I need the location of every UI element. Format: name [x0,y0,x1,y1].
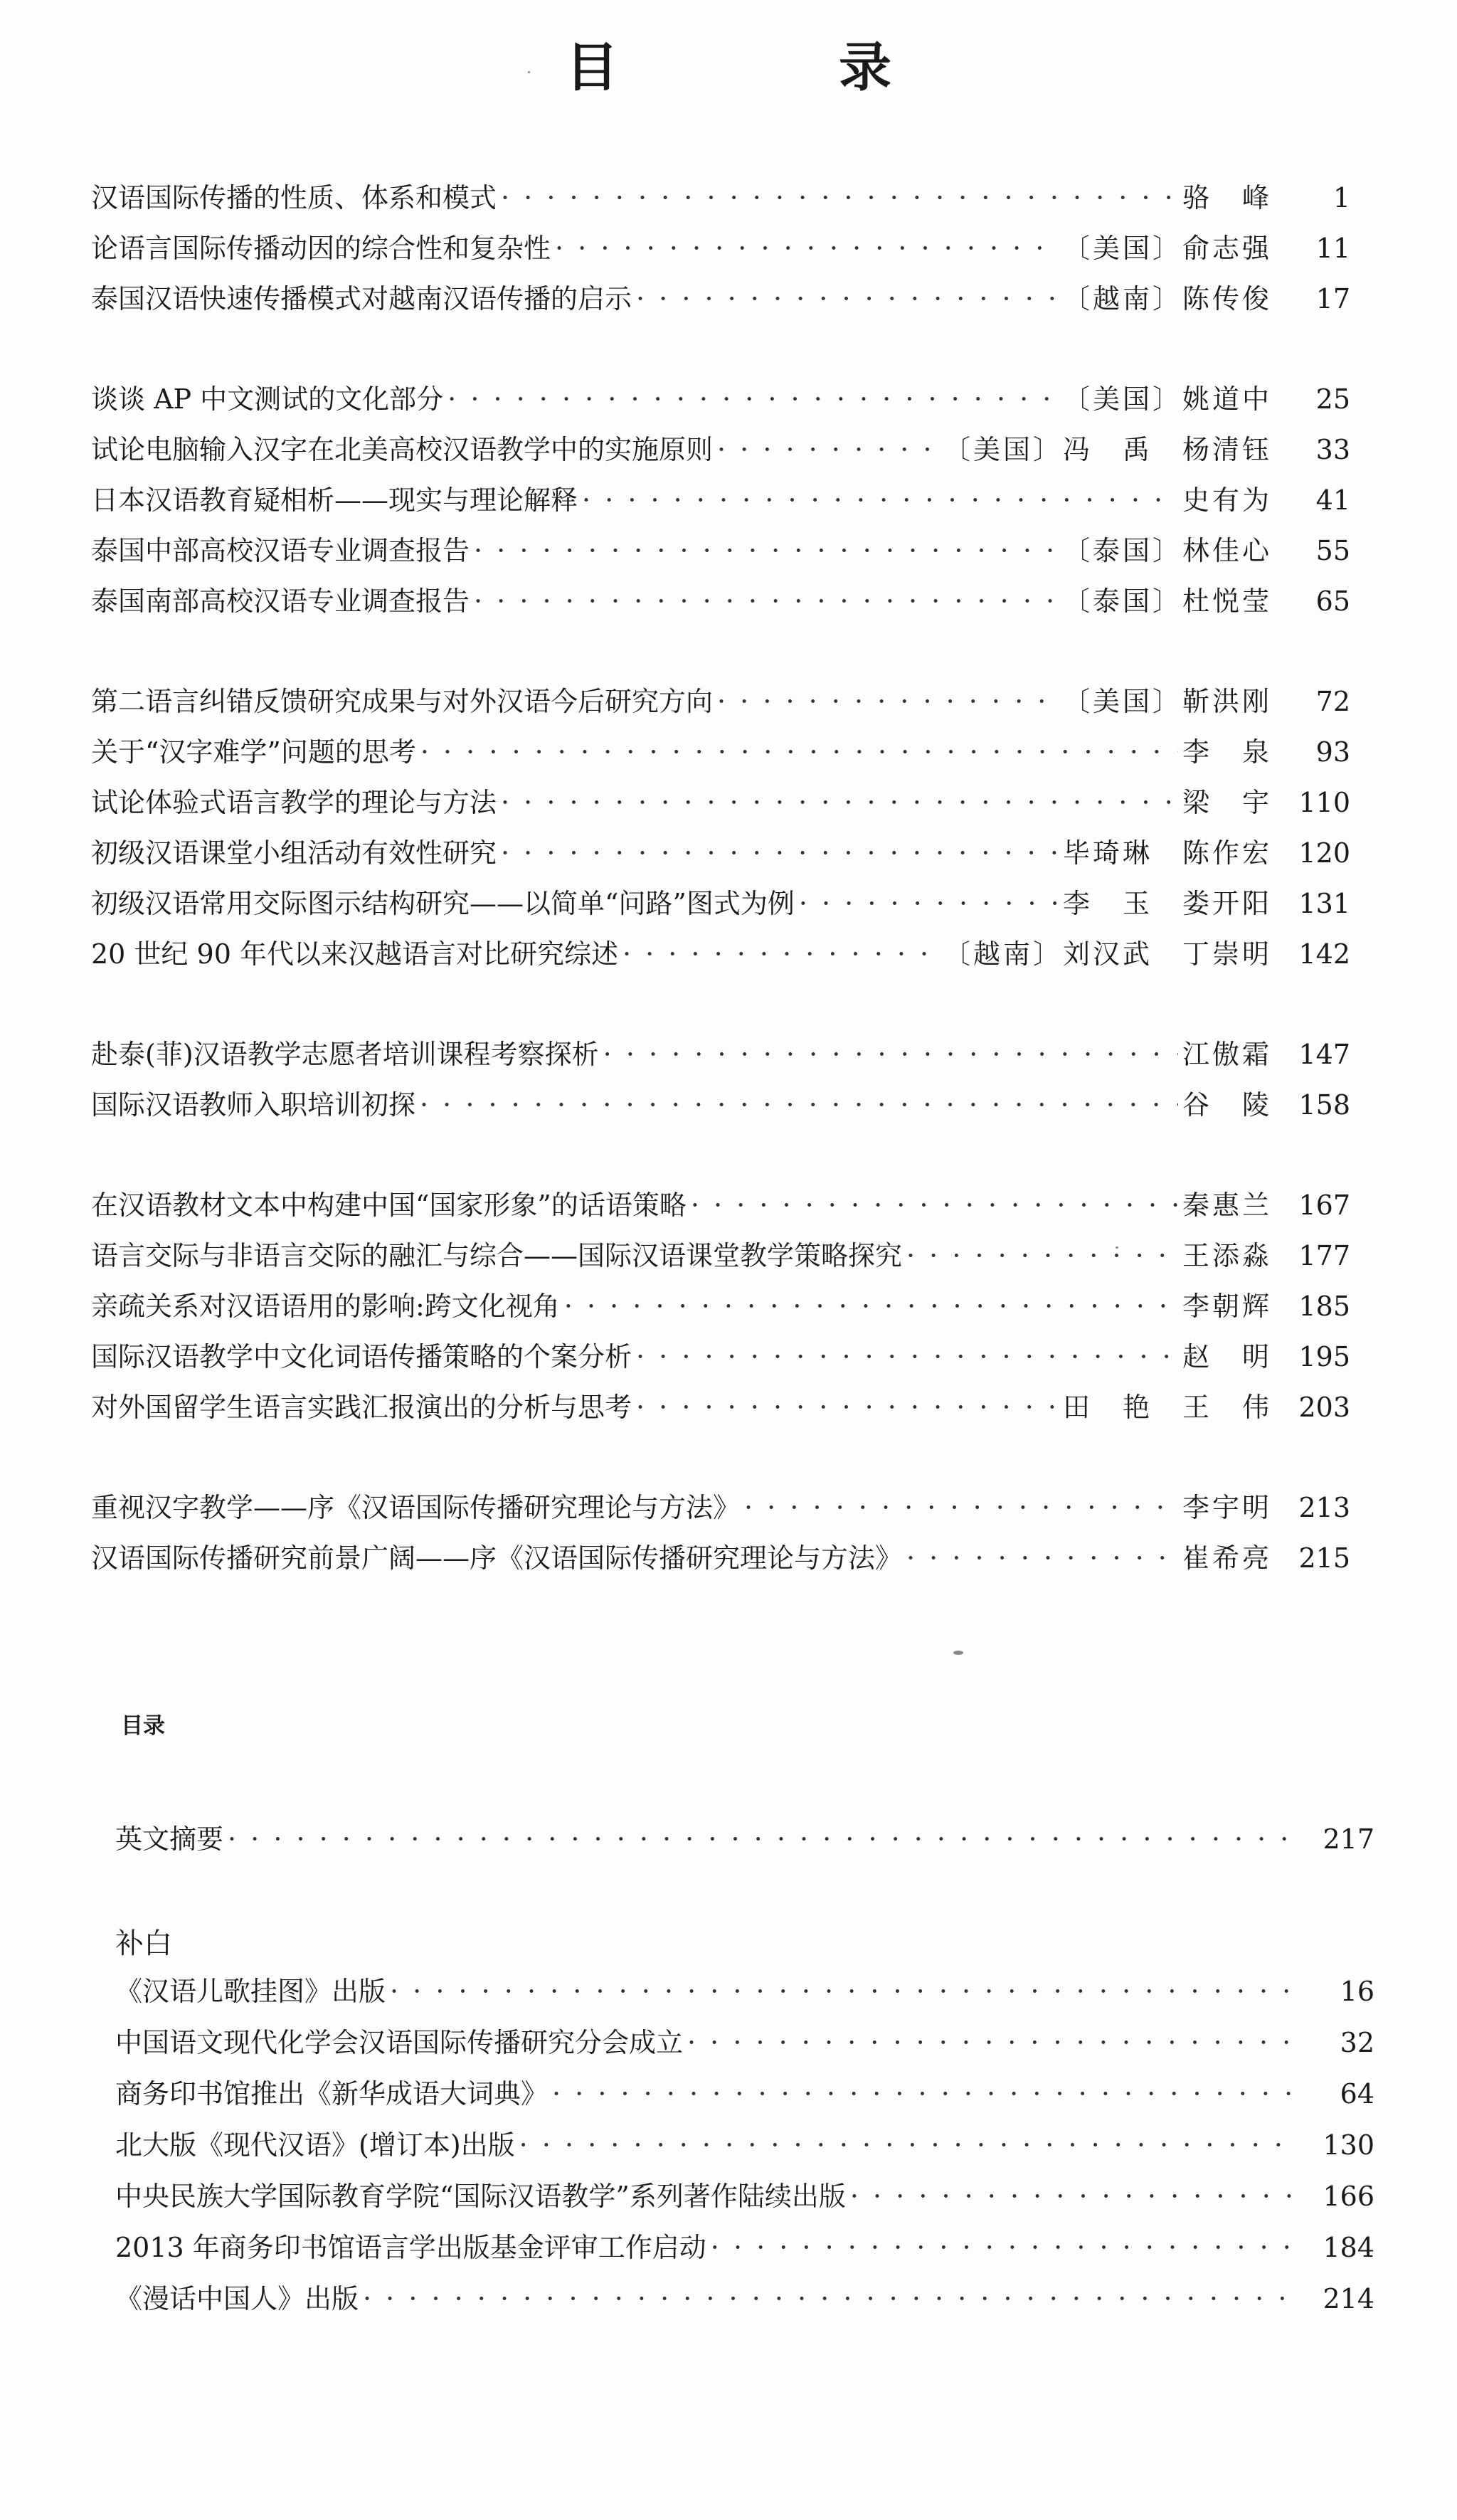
entry-title: 北大版《现代汉语》(增订本)出版 [115,2129,515,2161]
entry-page: 93 [1315,736,1350,768]
dot-leader [906,1238,1178,1274]
toc-entry[interactable] [91,936,1350,975]
entry-author: 骆 峰 [1182,182,1272,213]
entry-page: 16 [1340,1976,1374,2007]
dot-leader [447,381,1059,417]
entry-title: 汉语国际传播研究前景广阔——序《汉语国际传播研究理论与方法》 [91,1542,903,1574]
filler-entry[interactable] [115,2076,1374,2114]
dot-leader [906,1540,1178,1576]
scan-speck [528,71,530,73]
entry-author: 〔美国〕冯 禹 杨清钰 [943,434,1272,465]
entry-title: 商务印书馆推出《新华成语大词典》 [115,2078,549,2109]
entry-page: 33 [1315,434,1350,465]
filler-entry[interactable] [115,2178,1374,2217]
entry-title: 泰国南部高校汉语专业调查报告 [91,586,470,617]
toc-entry[interactable] [91,1288,1350,1327]
entry-author: 〔越南〕陈传俊 [1062,283,1272,314]
entry-title: 试论电脑输入汉字在北美高校汉语教学中的实施原则 [91,434,714,465]
dot-leader [744,1490,1178,1525]
toc-entry[interactable] [91,1389,1350,1428]
dot-leader [501,835,1059,871]
entry-title: 论语言国际传播动因的综合性和复杂性 [91,233,551,264]
toc-entry[interactable] [91,1037,1350,1075]
filler-entry[interactable] [115,1974,1374,2012]
dot-leader [636,1389,1059,1425]
entry-author: 〔泰国〕杜悦莹 [1062,586,1272,617]
toc-entry[interactable] [91,886,1350,924]
entry-page: 217 [1323,1823,1374,1855]
entry-author: 王添淼 [1182,1240,1272,1271]
toc-entry[interactable] [91,1490,1350,1528]
toc-entry[interactable] [91,785,1350,823]
toc-entry-abstract[interactable] [115,1821,1374,1860]
toc-entry[interactable] [91,432,1350,470]
dot-leader [501,180,1178,216]
entry-page: 147 [1298,1039,1350,1070]
toc-entry[interactable] [91,734,1350,773]
entry-page: 25 [1315,383,1350,415]
entry-author: 〔美国〕姚道中 [1062,383,1272,415]
entry-author: 李 泉 [1182,736,1272,768]
entry-author: 〔泰国〕林佳心 [1062,535,1272,566]
entry-page: 65 [1315,586,1350,617]
entry-page: 130 [1323,2129,1374,2161]
entry-title: 赴泰(菲)汉语教学志愿者培训课程考察探析 [91,1039,599,1070]
scan-speck [953,1651,963,1655]
entry-page: 110 [1298,787,1350,818]
entry-page: 64 [1340,2078,1374,2109]
entry-author: 〔美国〕俞志强 [1062,233,1272,264]
entry-author: 江傲霜 [1182,1039,1272,1070]
dot-leader [564,1288,1178,1324]
filler-entry[interactable] [115,2127,1374,2166]
toc-entry[interactable] [91,835,1350,874]
entry-page: 215 [1298,1542,1350,1574]
dot-leader [420,1087,1178,1123]
toc-entry[interactable] [91,381,1350,420]
entry-author: 李朝辉 [1182,1291,1272,1322]
entry-title: 日本汉语教育疑相析——现实与理论解释 [91,485,578,516]
entry-title: 在汉语教材文本中构建中国“国家形象”的话语策略 [91,1190,687,1221]
entry-title: 重视汉字教学——序《汉语国际传播研究理论与方法》 [91,1492,741,1523]
toc-entry[interactable] [91,231,1350,269]
entry-title: 亲疏关系对汉语语用的影响:跨文化视角 [91,1291,560,1322]
dot-leader [552,2076,1292,2112]
entry-page: 213 [1298,1492,1350,1523]
entry-page: 214 [1323,2283,1374,2314]
entry-page: 55 [1315,535,1350,566]
dot-leader [622,936,939,972]
dot-leader [799,886,1059,921]
dot-leader [582,482,1178,518]
filler-section-label: 补白 [115,1927,172,1960]
toc-entry[interactable] [91,281,1350,319]
entry-author: 毕琦琳 陈作宏 [1062,837,1272,869]
entry-page: 203 [1298,1392,1350,1423]
toc-entry[interactable] [91,684,1350,722]
dot-leader [501,785,1178,820]
entry-author: 李宇明 [1182,1492,1272,1523]
dot-leader [691,1187,1178,1223]
entry-page: 32 [1340,2027,1374,2058]
entry-author: 〔越南〕刘汉武 丁崇明 [943,938,1272,970]
entry-title: 《汉语儿歌挂图》出版 [115,1976,386,2007]
entry-title: 初级汉语课堂小组活动有效性研究 [91,837,497,869]
dot-leader [687,2025,1292,2060]
filler-entry[interactable] [115,2025,1374,2063]
toc-entry[interactable] [91,1339,1350,1377]
toc-entry[interactable] [91,1087,1350,1126]
continuation-header: 目录 [121,1713,165,1739]
entry-title: 英文摘要 [115,1823,224,1855]
dot-leader [519,2127,1292,2163]
entry-page: 166 [1323,2181,1374,2212]
entry-page: 184 [1323,2232,1374,2263]
dot-leader [717,432,939,467]
dot-leader [474,583,1059,619]
toc-entry[interactable] [91,1540,1350,1579]
entry-title: 语言交际与非语言交际的融汇与综合——国际汉语课堂教学策略探究 [91,1240,903,1271]
entry-title: 谈谈 AP 中文测试的文化部分 [91,383,444,415]
entry-title: 2013 年商务印书馆语言学出版基金评审工作启动 [115,2232,706,2263]
dot-leader [850,2178,1292,2214]
page-title: 目 录 [566,37,975,98]
filler-entry[interactable] [115,2230,1374,2268]
entry-page: 17 [1315,283,1350,314]
dot-leader [390,1974,1292,2009]
entry-author: 秦惠兰 [1182,1190,1272,1221]
toc-entry[interactable] [91,482,1350,521]
entry-title: 初级汉语常用交际图示结构研究——以简单“问路”图式为例 [91,888,795,919]
entry-page: 1 [1333,182,1350,213]
entry-page: 158 [1298,1089,1350,1121]
entry-title: 中央民族大学国际教育学院“国际汉语教学”系列著作陆续出版 [115,2181,846,2212]
entry-page: 120 [1298,837,1350,869]
dot-leader [555,231,1059,266]
entry-page: 72 [1315,686,1350,717]
scan-speck [1116,1246,1118,1249]
entry-page: 131 [1298,888,1350,919]
toc-entry[interactable] [91,533,1350,571]
dot-leader [420,734,1178,770]
dot-leader [636,1339,1178,1375]
entry-title: 国际汉语教学中文化词语传播策略的个案分析 [91,1341,632,1372]
entry-title: 20 世纪 90 年代以来汉越语言对比研究综述 [91,938,618,970]
entry-title: 汉语国际传播的性质、体系和模式 [91,182,497,213]
toc-entry[interactable] [91,1238,1350,1276]
entry-page: 177 [1298,1240,1350,1271]
entry-page: 41 [1315,485,1350,516]
entry-author: 谷 陵 [1182,1089,1272,1121]
entry-author: 赵 明 [1182,1341,1272,1372]
entry-author: 李 玉 娄开阳 [1062,888,1272,919]
entry-author: 田 艳 王 伟 [1062,1392,1272,1423]
entry-page: 167 [1298,1190,1350,1221]
entry-page: 185 [1298,1291,1350,1322]
entry-title: 泰国中部高校汉语专业调查报告 [91,535,470,566]
entry-author: 史有为 [1182,485,1272,516]
dot-leader [474,533,1059,568]
entry-title: 《漫话中国人》出版 [115,2283,359,2314]
dot-leader [711,2230,1292,2265]
toc-entry[interactable] [91,180,1350,218]
entry-page: 11 [1315,233,1350,264]
entry-author: 崔希亮 [1182,1542,1272,1574]
dot-leader [636,281,1059,317]
toc-entry[interactable] [91,1187,1350,1226]
entry-title: 对外国留学生语言实践汇报演出的分析与思考 [91,1392,632,1423]
dot-leader [717,684,1059,719]
entry-title: 第二语言纠错反馈研究成果与对外汉语今后研究方向 [91,686,714,717]
entry-author: 梁 宇 [1182,787,1272,818]
entry-title: 关于“汉字难学”问题的思考 [91,736,416,768]
entry-author: 〔美国〕靳洪刚 [1062,686,1272,717]
entry-page: 142 [1298,938,1350,970]
dot-leader [603,1037,1178,1072]
entry-title: 泰国汉语快速传播模式对越南汉语传播的启示 [91,283,632,314]
entry-title: 试论体验式语言教学的理论与方法 [91,787,497,818]
entry-page: 195 [1298,1341,1350,1372]
entry-title: 中国语文现代化学会汉语国际传播研究分会成立 [115,2027,684,2058]
dot-leader [228,1821,1292,1857]
toc-entry[interactable] [91,583,1350,622]
dot-leader [363,2281,1292,2317]
filler-entry[interactable] [115,2281,1374,2319]
entry-title: 国际汉语教师入职培训初探 [91,1089,416,1121]
